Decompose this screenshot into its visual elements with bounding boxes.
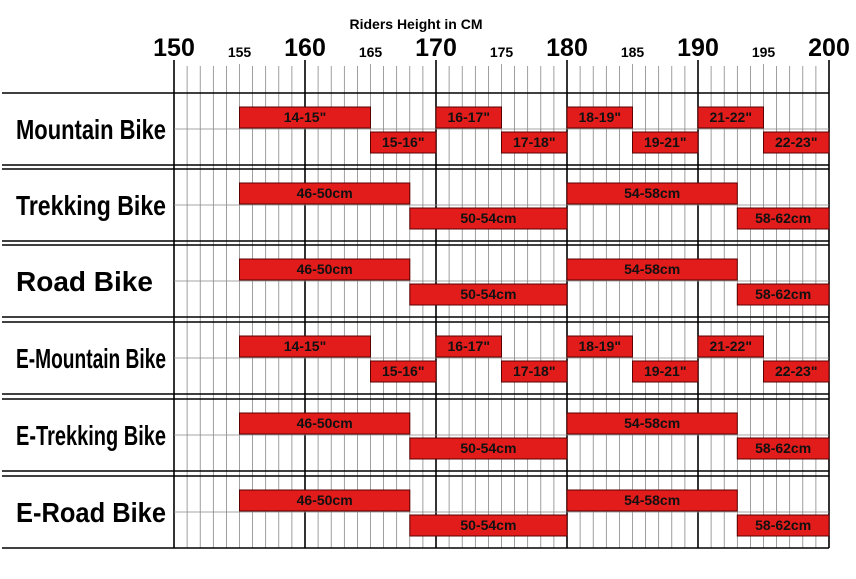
size-bar-label: 46-50cm xyxy=(296,261,353,277)
size-bar-label: 14-15" xyxy=(283,109,327,125)
row-label: Trekking Bike xyxy=(16,190,166,221)
x-tick-minor: 175 xyxy=(489,44,514,60)
row-label: Mountain Bike xyxy=(16,114,166,145)
size-bar-label: 22-23" xyxy=(775,134,818,150)
row-label: E-Road Bike xyxy=(16,497,166,528)
size-bar-label: 58-62cm xyxy=(755,517,812,533)
size-bar-label: 17-18" xyxy=(513,363,556,379)
x-tick-major: 180 xyxy=(546,34,588,62)
size-bar-label: 58-62cm xyxy=(755,286,812,302)
x-tick-minor: 195 xyxy=(751,44,776,60)
size-bar-label: 58-62cm xyxy=(755,210,812,226)
x-tick-major: 150 xyxy=(153,34,195,62)
size-bar-label: 54-58cm xyxy=(624,492,681,508)
size-bar-label: 19-21" xyxy=(644,363,687,379)
size-bar-label: 46-50cm xyxy=(296,492,353,508)
size-bar-label: 54-58cm xyxy=(624,185,681,201)
size-bar-label: 50-54cm xyxy=(460,517,517,533)
size-bar-label: 46-50cm xyxy=(296,185,353,201)
chart-title: Riders Height in CM xyxy=(349,16,483,32)
x-tick-minor: 185 xyxy=(620,44,645,60)
x-tick-minor: 165 xyxy=(358,44,383,60)
size-bar-label: 54-58cm xyxy=(624,415,681,431)
size-bar-label: 50-54cm xyxy=(460,440,517,456)
size-bar-label: 18-19" xyxy=(578,109,621,125)
x-tick-major: 190 xyxy=(677,34,719,62)
x-tick-major: 170 xyxy=(415,34,457,62)
size-bar-label: 16-17" xyxy=(447,338,490,354)
size-bar-label: 21-22" xyxy=(709,109,752,125)
size-bar-label: 58-62cm xyxy=(755,440,812,456)
size-bar-label: 22-23" xyxy=(775,363,818,379)
size-bar-label: 14-15" xyxy=(283,338,327,354)
size-bar-label: 46-50cm xyxy=(296,415,353,431)
x-tick-major: 160 xyxy=(284,34,326,62)
size-bar-label: 19-21" xyxy=(644,134,687,150)
size-bar-label: 18-19" xyxy=(578,338,621,354)
size-bar-label: 50-54cm xyxy=(460,210,517,226)
row-label: E-Mountain Bike xyxy=(16,343,166,374)
size-bar-label: 17-18" xyxy=(513,134,556,150)
size-bar-label: 15-16" xyxy=(382,134,425,150)
row-label: Road Bike xyxy=(16,266,153,297)
x-tick-minor: 155 xyxy=(227,44,252,60)
row-label: E-Trekking Bike xyxy=(16,420,166,451)
size-bar-label: 16-17" xyxy=(447,109,490,125)
x-tick-major: 200 xyxy=(808,34,850,62)
size-bar-label: 21-22" xyxy=(709,338,752,354)
size-bar-label: 15-16" xyxy=(382,363,425,379)
size-bar-label: 50-54cm xyxy=(460,286,517,302)
size-bar-label: 54-58cm xyxy=(624,261,681,277)
